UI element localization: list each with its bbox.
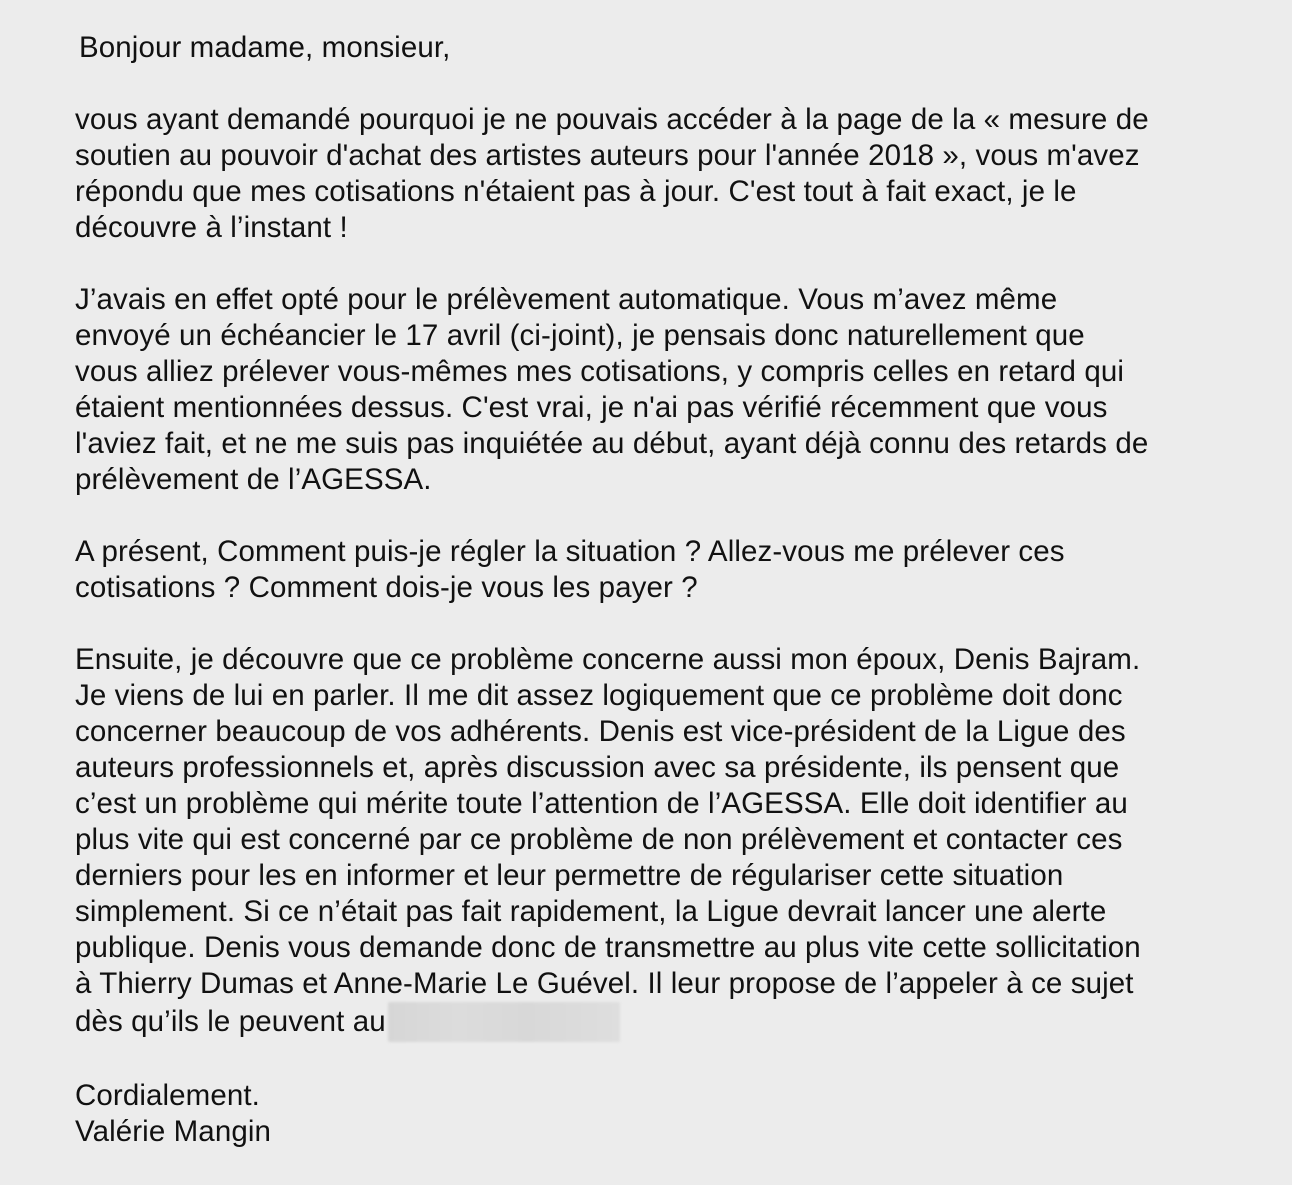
text-line: plus vite qui est concerné par ce problème de non prélèvement et contacter ces: [75, 823, 1123, 856]
closing-block: [75, 1078, 1275, 1150]
text-line: c’est un problème qui mérite toute l’attention de l’AGESSA. Elle doit identifier au: [75, 787, 1128, 820]
text-line: cotisations ? Comment dois-je vous les payer ?: [75, 571, 698, 604]
text-line: Je viens de lui en parler. Il me dit assez logiquement que ce problème doit donc: [75, 679, 1123, 712]
text-line-with-phone: [75, 1002, 1275, 1042]
closing: Cordialement.: [75, 1079, 260, 1112]
text-line-start: dès qu’ils le peuvent au: [75, 1005, 386, 1038]
paragraph-direct-debit: [75, 282, 1275, 498]
letter-body: [75, 30, 1275, 1150]
text-line: à Thierry Dumas et Anne-Marie Le Guével. Il leur propose de l’appeler à ce sujet: [75, 967, 1134, 1000]
text-line: concerner beaucoup de vos adhérents. Denis est vice-président de la Ligue des: [75, 715, 1126, 748]
text-line: vous alliez prélever vous-mêmes mes cotisations, y compris celles en retard qui: [75, 355, 1124, 388]
text-line: soutien au pouvoir d'achat des artistes auteurs pour l'année 2018 », vous m'avez: [75, 139, 1140, 172]
text-line: prélèvement de l’AGESSA.: [75, 463, 432, 496]
text-line: A présent, Comment puis-je régler la situation ? Allez-vous me prélever ces: [75, 535, 1065, 568]
text-line: derniers pour les en informer et leur permettre de régulariser cette situation: [75, 859, 1064, 892]
text-line: répondu que mes cotisations n'étaient pas à jour. C'est tout à fait exact, je le: [75, 175, 1077, 208]
text-line: simplement. Si ce n’était pas fait rapidement, la Ligue devrait lancer une alerte: [75, 895, 1107, 928]
text-line: envoyé un échéancier le 17 avril (ci-joint), je pensais donc naturellement que: [75, 319, 1085, 352]
text-line: publique. Denis vous demande donc de transmettre au plus vite cette sollicitation: [75, 931, 1141, 964]
paragraph-questions: [75, 534, 1275, 606]
text-line: l'aviez fait, et ne me suis pas inquiétée au début, ayant déjà connu des retards de: [75, 427, 1149, 460]
paragraph-ligue: [75, 642, 1275, 1042]
greeting: Bonjour madame, monsieur,: [79, 31, 451, 64]
signature: Valérie Mangin: [75, 1115, 271, 1148]
text-line: vous ayant demandé pourquoi je ne pouvais accéder à la page de la « mesure de: [75, 103, 1149, 136]
redacted-phone-number: [388, 1002, 620, 1042]
text-line: étaient mentionnées dessus. C'est vrai, je n'ai pas vérifié récemment que vous: [75, 391, 1108, 424]
text-line: Ensuite, je découvre que ce problème concerne aussi mon époux, Denis Bajram.: [75, 643, 1141, 676]
text-line: J’avais en effet opté pour le prélèvement automatique. Vous m’avez même: [75, 283, 1058, 316]
text-line: auteurs professionnels et, après discussion avec sa présidente, ils pensent que: [75, 751, 1120, 784]
paragraph-access-request: [75, 102, 1275, 246]
text-line: découvre à l’instant !: [75, 211, 348, 244]
